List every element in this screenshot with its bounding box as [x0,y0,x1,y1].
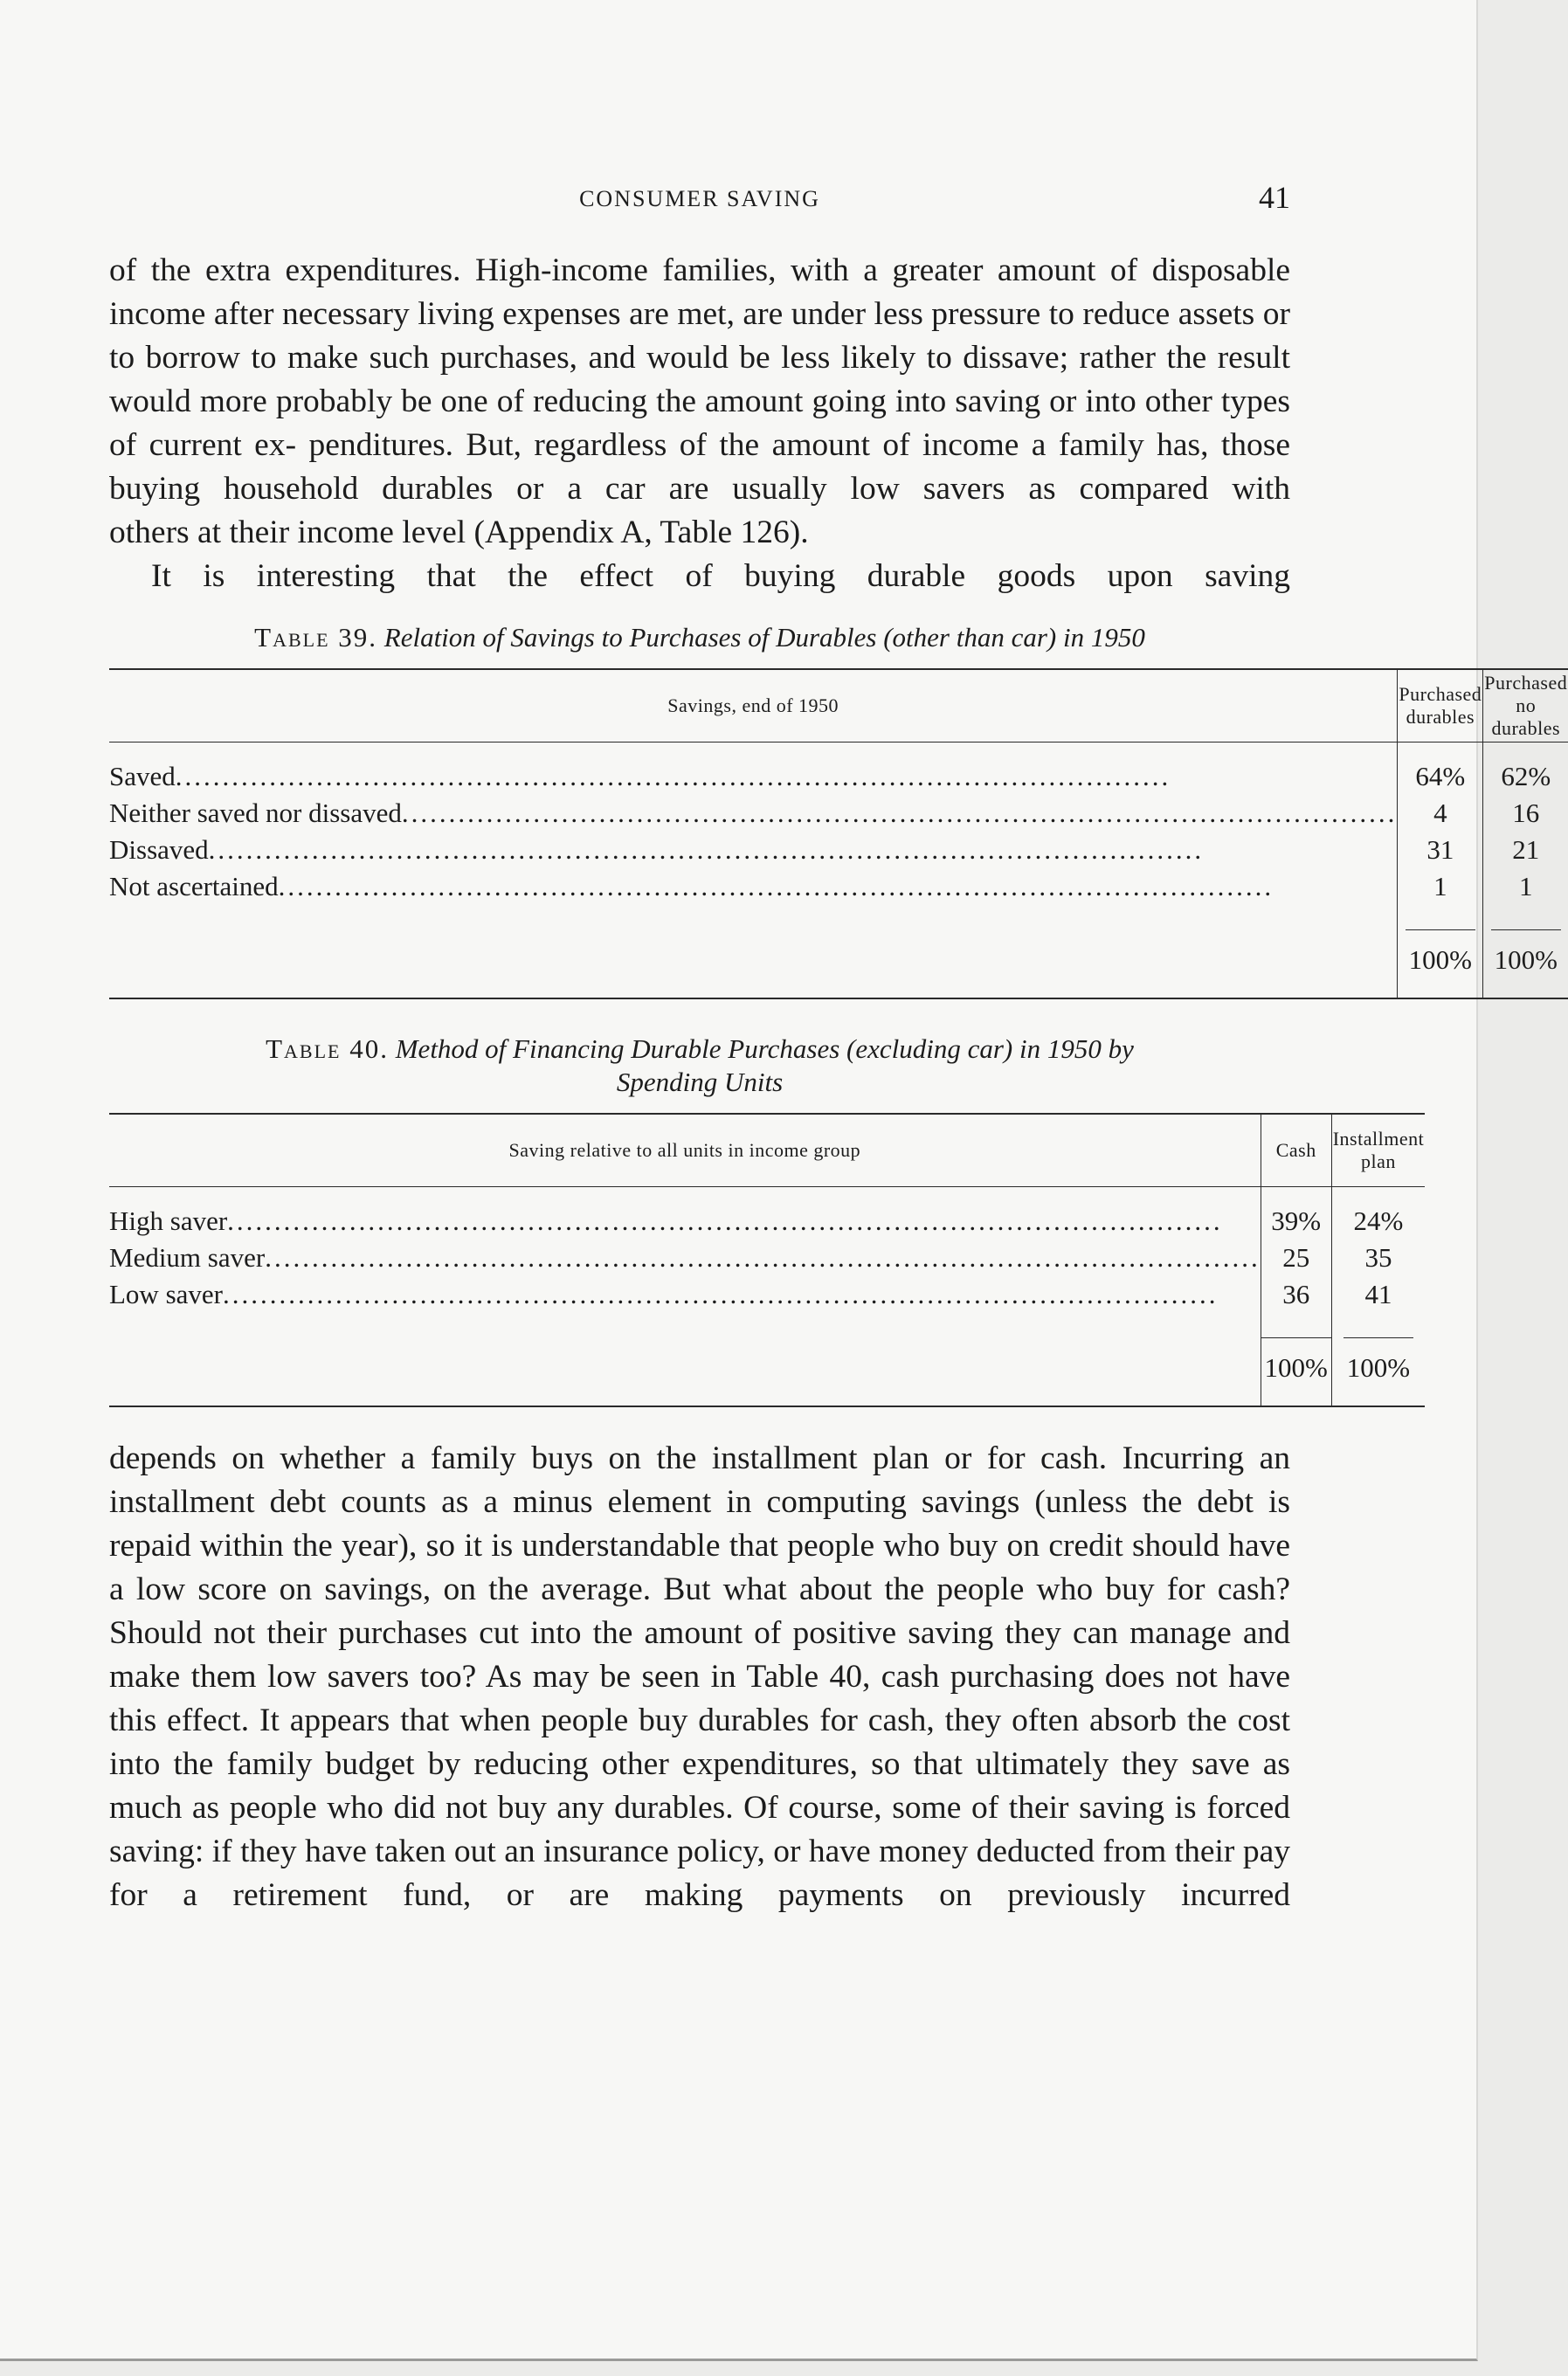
total-rule [1344,1337,1413,1338]
running-head [109,179,1290,228]
paragraph-1-line: pressure to reduce assets or to borrow to make such purchases, and would [109,296,1290,376]
table-40-header-saving-relative: Saving relative to all units in income group [109,1114,1261,1187]
table-row: Low saver .......................................................................................................... 36 41 [109,1276,1425,1313]
table-39-header-purchased: Purchased durables [1398,669,1483,742]
paragraph-1-line: buying household durables or a car are usually low savers as compared with [109,471,1290,507]
paragraph-3-line: have taken out an insurance policy, or have money deducted from their [305,1834,1235,1869]
total-value: 100% [1398,942,1483,978]
table-40-label: Table 40. [266,1033,389,1064]
cell-value: 25 [1261,1240,1331,1276]
page-content [109,179,1568,1917]
running-title: CONSUMER SAVING [579,186,820,211]
paragraph-3 [109,1437,1290,1917]
cell-value: 1 [1398,868,1483,905]
table-39-title: Relation of Savings to Purchases of Durables (other than car) in 1950 [383,622,1145,653]
cell-value: 4 [1398,795,1483,832]
table-40 [109,1113,1425,1407]
page-number: 41 [1259,180,1290,215]
paragraph-3-line: cash, they often absorb the cost into the family budget by reducing other [109,1703,1290,1782]
table-row: Not ascertained .......................................................................................................... 1 1 [109,868,1568,905]
paragraph-3-line: does not have this effect. It appears that when people buy durables for [109,1659,1291,1738]
cell-value: 39% [1261,1203,1331,1240]
paragraph-3-line: savings (unless the debt is repaid within the year), so it is understandable [109,1484,1290,1564]
cell-value: 1 [1483,868,1568,905]
table-row: Neither saved nor dissaved .......................................................................................................... 4 16 [109,795,1568,832]
row-label: Medium saver [109,1242,266,1273]
table-40-title-line-2: Spending Units [616,1067,784,1097]
table-row: Dissaved .......................................................................................................... 31 21 [109,832,1568,868]
cell-value: 16 [1483,795,1568,832]
table-39-label: Table 39. [254,622,378,653]
total-value: 100% [1483,942,1568,978]
paragraph-3-line: that people who buy on credit should have a low score on savings, on the [109,1528,1290,1607]
paragraph-1-line: disposable income after necessary living expenses are met, are under less [109,252,1291,332]
row-label: Low saver [109,1279,223,1309]
paragraph-3-line: make them low savers too? As may be seen in Table 40, cash purchasing [109,1659,1095,1695]
table-39 [109,668,1568,999]
cell-value: 35 [1331,1240,1425,1276]
paragraph-3-line: average. But what about the people who buy for cash? Should not their [109,1571,1291,1651]
row-label: Saved [109,761,176,791]
paragraph-1 [109,249,1290,555]
table-40-caption [109,1033,1290,1099]
total-rule [1261,1337,1331,1338]
table-39-header-no-durables: Purchased no durables [1483,669,1568,742]
cell-value: 31 [1398,832,1483,868]
total-value: 100% [1331,1350,1425,1386]
table-39-caption [109,621,1290,654]
paragraph-3-line: purchases cut into the amount of positive saving they can manage and [338,1615,1290,1651]
table-total-row [109,1350,1425,1386]
row-label: Not ascertained [109,871,279,901]
paragraph-3-line: pay for a retirement fund, or are making payments on previously incurred [109,1834,1290,1913]
cell-value: 41 [1331,1276,1425,1313]
paragraph-1-line: reducing the amount going into saving or into other types of current ex- [109,383,1290,463]
table-row: Medium saver .......................................................................................................... 25 35 [109,1240,1425,1276]
paragraph-1-line: of the extra expenditures. High-income families, with a greater amount of [109,252,1138,288]
row-label: Neither saved nor dissaved [109,798,402,828]
table-row: High saver .......................................................................................................... 39% 24% [109,1203,1425,1240]
paragraph-2 [109,555,1290,598]
paragraph-2-line: It is interesting that the effect of buying durable goods upon saving [151,558,1290,594]
paragraph-1-line: penditures. But, regardless of the amount of income a family has, those [308,427,1291,463]
row-label: Dissaved [109,834,209,865]
cell-value: 21 [1483,832,1568,868]
row-label: High saver [109,1205,228,1236]
table-40-header-cash: Cash [1261,1114,1331,1187]
cell-value: 64% [1398,758,1483,795]
paragraph-1-line: be less likely to dissave; rather the result would more probably be one of [109,340,1291,419]
paragraph-3-line: buy any durables. Of course, some of their saving is forced saving: if they [109,1790,1291,1869]
table-40-title-line-1: Method of Financing Durable Purchases (excluding car) in 1950 by [395,1033,1134,1064]
paragraph-3-line: depends on whether a family buys on the installment plan or for cash. [109,1440,1108,1476]
cell-value: 24% [1331,1203,1425,1240]
table-row: Saved .......................................................................................................... 64% 62% [109,758,1568,795]
paragraph-3-line: expenditures, so that ultimately they save as much as people who did not [109,1746,1291,1826]
total-rule [1406,929,1475,930]
total-rule [1491,929,1561,930]
table-total-row [109,942,1568,978]
total-value: 100% [1261,1350,1331,1386]
paragraph-3-line: Incurring an installment debt counts as a minus element in computing [109,1440,1291,1520]
cell-value: 62% [1483,758,1568,795]
cell-value: 36 [1261,1276,1331,1313]
paragraph-1-line: others at their income level (Appendix A, Table 126). [109,515,809,550]
table-39-header-savings: Savings, end of 1950 [109,669,1398,742]
table-40-header-installment: Installment plan [1331,1114,1425,1187]
